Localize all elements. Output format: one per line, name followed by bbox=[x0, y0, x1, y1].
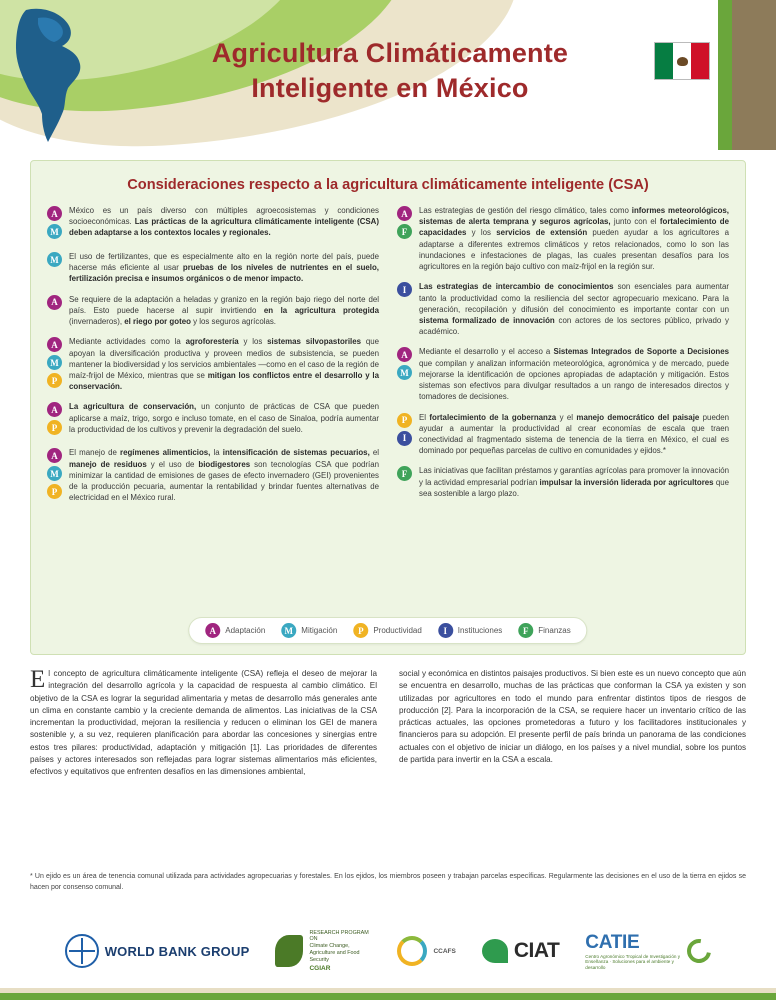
consideration-bullet bbox=[47, 205, 379, 242]
pillar-badge-m-icon: M bbox=[47, 252, 62, 267]
consideration-bullet bbox=[397, 281, 729, 337]
ccafs-logo-line-2: Climate Change, Agriculture and Food Security bbox=[309, 943, 360, 963]
catie-logo-text: CATIE bbox=[585, 931, 640, 953]
consideration-bullet bbox=[397, 205, 729, 272]
ccafs-logo-line-1: RESEARCH PROGRAM ON bbox=[309, 929, 369, 943]
pillar-badge-f-icon: F bbox=[397, 466, 412, 481]
legend-badge-i-icon: I bbox=[438, 623, 453, 638]
pillar-badge-p-icon: P bbox=[47, 484, 62, 499]
pillar-badge-a-icon: A bbox=[47, 337, 62, 352]
catie-logo-subtext: Centro Agronómico Tropical de Investigación y Enseñanza · Soluciones para el ambiente y desarrollo bbox=[585, 953, 681, 970]
leaf-icon bbox=[275, 935, 303, 967]
legend-item-finanzas bbox=[518, 623, 570, 638]
header-right-brown-bar bbox=[732, 0, 776, 150]
footer-strip-green bbox=[0, 993, 776, 1000]
dropcap: E bbox=[30, 666, 46, 693]
mexico-flag-icon bbox=[654, 42, 710, 80]
ccafs-ring-logo bbox=[397, 936, 455, 966]
legend bbox=[188, 617, 587, 644]
legend-badge-p-icon: P bbox=[353, 623, 368, 638]
legend-item-mitigación bbox=[281, 623, 337, 638]
intro-column-2 bbox=[399, 668, 746, 779]
pillar-badge-m-icon: M bbox=[47, 355, 62, 370]
flag-white-band bbox=[673, 43, 691, 79]
consideration-text: Las iniciativas que facilitan préstamos y garantías agrícolas para promover la innovación y la actividad empresarial podrían impulsar la inversión liderada por agricultores que sea sostenible a largo plazo. bbox=[419, 466, 729, 498]
consideration-bullet bbox=[397, 465, 729, 499]
legend-badge-a-icon: A bbox=[205, 623, 220, 638]
pillar-badge-m-icon: M bbox=[47, 466, 62, 481]
pillar-badges bbox=[397, 346, 419, 402]
page-title bbox=[130, 36, 650, 105]
pillar-badge-m-icon: M bbox=[397, 365, 412, 380]
swirl-icon bbox=[683, 934, 716, 967]
legend-label: Instituciones bbox=[457, 626, 503, 635]
intro-column-1 bbox=[30, 668, 377, 779]
catie-logo bbox=[585, 932, 711, 971]
pillar-badge-i-icon: I bbox=[397, 431, 412, 446]
world-bank-logo bbox=[65, 934, 250, 968]
pillar-badge-a-icon: A bbox=[397, 347, 412, 362]
page-title-line-2: Inteligente en México bbox=[251, 72, 529, 103]
consideration-text: Se requiere de la adaptación a heladas y granizo en la región bajo riego del norte del país. Esto puede hacerse al supir invirtiendo en la agricultura protegida (invernaderos), el riego por goteo y los seguros agrícolas. bbox=[69, 294, 379, 327]
globe-icon bbox=[65, 934, 99, 968]
pillar-badge-a-icon: A bbox=[47, 206, 62, 221]
intro-paragraph-2: social y económica en distintos paisajes productivos. Si bien este es un nuevo concepto que aún se encuentra en desarrollo, muchas de las prácticas que conforman la CSA ya existen y son utilizadas por agricultores en todo el mundo para enfrentar distintos tipos de riesgos de producción [2]. Para la incorporación de la CSA, se requiere hacer un inventario crítico de las prácticas actuales, las opciones prometedoras a futuro y los facilitadores institucionales y financieros para su adopción. El presente perfil de país brinda un panorama de las condiciones actuales con el objetivo de iniciar un diálogo, en los países y a nivel mundial, sobre los puntos de partida para invertir en la CSA a escala. bbox=[399, 669, 746, 765]
consideration-bullet bbox=[47, 447, 379, 503]
flag-red-band bbox=[691, 43, 709, 79]
panel-left-column bbox=[47, 205, 379, 513]
legend-label: Mitigación bbox=[301, 626, 338, 635]
pillar-badge-a-icon: A bbox=[47, 448, 62, 463]
legend-badge-m-icon: M bbox=[281, 623, 296, 638]
pillar-badges bbox=[397, 205, 419, 272]
consideration-text: La agricultura de conservación, un conjunto de prácticas de CSA que pueden aplicarse a maíz, trigo, sorgo e incluso tomate, en el caso de Sinaloa, podría aumentar la productividad de los cultivos y prevenir la degradación del suelo. bbox=[69, 402, 379, 434]
pillar-badge-a-icon: A bbox=[47, 402, 62, 417]
consideration-text: Mediante el desarrollo y el acceso a Sistemas Integrados de Soporte a Decisiones que compilan y analizan información meteorológica, agronómica y de mercado, puede mejorarse la identificación de opciones apropiadas de adaptación y mitigación. Estos sistemas son efectivos para divulgar resultados a un rango de interesados directos y tomadores de decisiones. bbox=[419, 347, 729, 402]
legend-item-productividad bbox=[353, 623, 421, 638]
consideration-bullet bbox=[47, 336, 379, 392]
latin-america-map-icon bbox=[8, 2, 128, 147]
pillar-badges bbox=[47, 294, 69, 328]
consideration-text: El manejo de regímenes alimenticios, la intensificación de sistemas pecuarios, el manejo de residuos y el uso de biodigestores son tecnologías CSA que podrían minimizar la cantidad de emisiones de gases de efecto invernadero (GEI) provenientes de la producción pecuaria, aumentar la rentabilidad y brindar fuentes alternativas de electricidad en el México rural. bbox=[69, 448, 380, 503]
footnote: * Un ejido es un área de tenencia comunal utilizada para actividades agropecuarias y forestales. En los ejidos, los miembros poseen y trabajan parcelas específicas. Regularmente las decisiones en el uso de la tierra en ejidos se hacen por consenso comunal. bbox=[30, 873, 746, 891]
considerations-panel bbox=[30, 160, 746, 655]
ccafs-ring-label: CCAFS bbox=[433, 947, 456, 955]
ccafs-logo bbox=[275, 930, 371, 973]
ring-icon bbox=[397, 936, 427, 966]
pillar-badges bbox=[397, 465, 419, 499]
legend-label: Finanzas bbox=[538, 626, 571, 635]
world-bank-logo-text: WORLD BANK GROUP bbox=[104, 943, 250, 959]
consideration-text: El fortalecimiento de la gobernanza y el manejo democrático del paisaje pueden ayudar a aumentar la productividad al crear economías de escala que traen conectividad al fragmentado sistema de tenencia de la tierra en México, el cual es dominado por pequeñas parcelas de cultivo en comunidades y ejidos.* bbox=[419, 412, 729, 456]
consideration-text: Las estrategias de intercambio de conocimientos son esenciales para aumentar tanto la productividad como la resiliencia del sector agropecuario mexicano. Para la generación, recopilación y difusión del conocimiento es importante contar con un sistema formalizado de innovación con actores de los sectores público, privado y académico. bbox=[419, 282, 730, 337]
legend-badge-f-icon: F bbox=[518, 623, 533, 638]
legend-item-adaptación bbox=[205, 623, 265, 638]
ciat-logo-text: CIAT bbox=[513, 939, 560, 962]
consideration-bullet bbox=[397, 412, 729, 457]
legend-item-instituciones bbox=[438, 623, 502, 638]
consideration-text: Las estrategias de gestión del riesgo climático, tales como informes meteorológicos, sistemas de alerta temprana y seguros agrícolas, junto con el fortalecimiento de capacidades y los servicios de extensión pueden ayudar a los agricultores a adaptarse a diferentes extremos climáticos y retos relacionados, como lo son las inundaciones e infestaciones de plagas, las cuales presentan desafíos para los agricultores en la región bajo cultivo con maíz-frijol en la región sur. bbox=[419, 206, 730, 272]
consideration-bullet bbox=[397, 346, 729, 402]
ciat-logo bbox=[482, 939, 559, 963]
pillar-badge-a-icon: A bbox=[47, 295, 62, 310]
pillar-badges bbox=[397, 412, 419, 457]
consideration-text: Mediante actividades como la agroforestería y los sistemas silvopastoriles que apoyan la diversificación productiva y proveen medios de subsistencia, se pueden mantener la biodiversidad y los servicios ambientales —como en el caso de la región de maíz-frijol de México, mientras que se mitigan los conflictos entre el desarrollo y la conservación. bbox=[69, 337, 379, 392]
flag-green-band bbox=[655, 43, 673, 79]
pillar-badges bbox=[47, 251, 69, 285]
cgiar-logo-text: CGIAR bbox=[309, 965, 331, 973]
page-title-line-1: Agricultura Climáticamente bbox=[211, 38, 569, 68]
consideration-bullet bbox=[47, 294, 379, 328]
intro-paragraph-1: l concepto de agricultura climáticamente inteligente (CSA) refleja el deseo de mejorar la integración del desarrollo agrícola y la capacidad de respuesta al cambio climático. El objetivo de la CSA es lograr la seguridad alimentaria y metas de desarrollo más generales ante un clima en constante cambio y la creciente demanda de alimentos. Las iniciativas de la CSA incrementan la productividad, mejoran la resiliencia y reducen o eliminan los GEI de manera sostenible y, a su vez, requieren planificación para abordar las concesiones y sinergias entre estos tres pilares: productividad, adaptación y mitigación [1]. Las prioridades de diferentes países y actores interesados son reflejadas para lograr sistemas alimentarios más eficientes, efectivos y equitativos que enfrenten desafíos en las dimensiones ambiental, bbox=[30, 669, 377, 777]
flag-emblem bbox=[677, 57, 688, 66]
pillar-badge-f-icon: F bbox=[397, 224, 412, 239]
legend-label: Productividad bbox=[373, 626, 422, 635]
page-header bbox=[0, 0, 776, 150]
pillar-badges bbox=[47, 205, 69, 242]
consideration-bullet bbox=[47, 251, 379, 285]
consideration-text: México es un país diverso con múltiples agroecosistemas y condiciones socioeconómicas. Las prácticas de la agricultura climáticamente inteligente (CSA) deben adaptarse a los contextos locales y regionales. bbox=[69, 206, 379, 238]
ciat-mark-icon bbox=[482, 939, 508, 963]
pillar-badge-p-icon: P bbox=[47, 420, 62, 435]
pillar-badges bbox=[47, 336, 69, 392]
pillar-badge-i-icon: I bbox=[397, 282, 412, 297]
consideration-text: El uso de fertilizantes, que es especialmente alto en la región norte del país, puede hacerse más eficiente al usar pruebas de los niveles de nutrientes en el suelo, fertilización precisa e insumos orgánicos o de menor impacto. bbox=[69, 252, 380, 284]
header-right-green-bar bbox=[718, 0, 732, 150]
page-footer bbox=[0, 910, 776, 1000]
pillar-badges bbox=[397, 281, 419, 337]
pillar-badges bbox=[47, 447, 69, 503]
pillar-badges bbox=[47, 401, 69, 438]
pillar-badge-p-icon: P bbox=[47, 373, 62, 388]
panel-title: Consideraciones respecto a la agricultura climáticamente inteligente (CSA) bbox=[127, 177, 649, 193]
panel-right-column bbox=[397, 205, 729, 513]
pillar-badge-a-icon: A bbox=[397, 206, 412, 221]
pillar-badge-m-icon: M bbox=[47, 224, 62, 239]
legend-label: Adaptación bbox=[225, 626, 266, 635]
footer-logos bbox=[0, 922, 776, 980]
consideration-bullet bbox=[47, 401, 379, 438]
pillar-badge-p-icon: P bbox=[397, 413, 412, 428]
intro-text bbox=[30, 668, 746, 779]
